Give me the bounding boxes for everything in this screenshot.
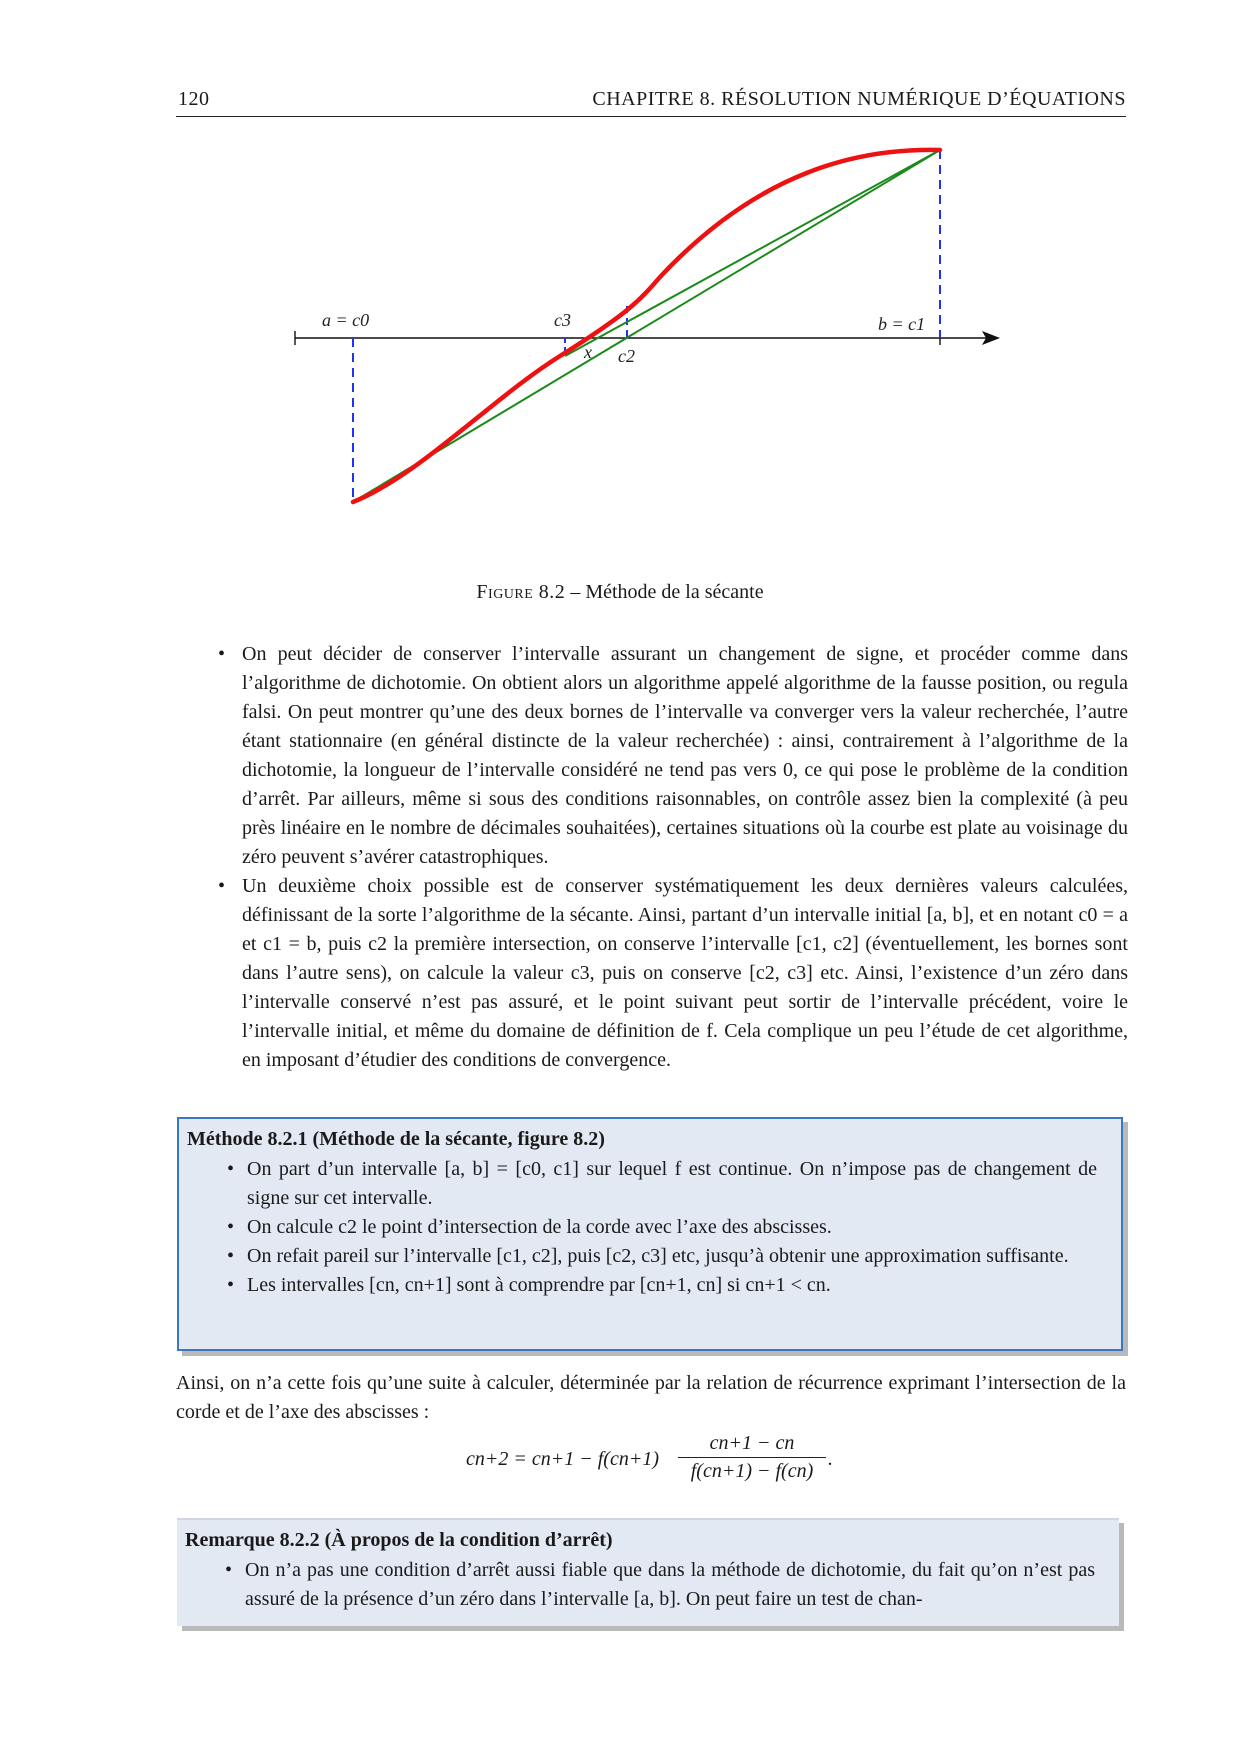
equation-fraction xyxy=(678,1432,826,1483)
label-x: x xyxy=(584,342,592,362)
recurrence-paragraph: Ainsi, on n’a cette fois qu’une suite à calculer, déterminée par la relation de récurrence exprimant l’intersection de la corde et de l’axe des abscisses : xyxy=(176,1372,1126,1423)
list-item: • On n’a pas une condition d’arrêt aussi fiable que dans la méthode de dichotomie, du fait qu’on n’est pas assuré de la présence d’un zéro dans l’intervalle [a, b]. On peut faire un test de chan- xyxy=(225,1556,1095,1614)
secant-method-figure xyxy=(0,0,1240,560)
list-item: • On peut décider de conserver l’intervalle assurant un changement de signe, et procéder comme dans l’algorithme de dichotomie. On obtient alors un algorithme appelé algorithme de la fausse position, ou regula falsi. On peut montrer qu’une des deux bornes de l’intervalle va converger vers la valeur recherchée, l’autre étant stationnaire (en général distincte de la valeur recherchée) : ainsi, contrairement à l’algorithme de la dichotomie, la longueur de l’intervalle considéré ne tend pas vers 0, ce qui pose le problème de la condition d’arrêt. Par ailleurs, même si sous des conditions raisonnables, on contrôle assez bien la complexité (à peu près linéaire en le nombre de décimales souhaitées), certaines situations où la courbe est plate au voisinage du zéro peuvent s’avérer catastrophiques. xyxy=(218,640,1128,872)
caption-text: – Méthode de la sécante xyxy=(565,581,764,603)
label-a-c0: a = c0 xyxy=(322,310,370,330)
label-c3: c3 xyxy=(554,310,571,330)
equation-denominator: f(cn+1) − f(cn) xyxy=(690,1460,814,1482)
figure-caption xyxy=(0,581,1240,604)
remark-box-title: Remarque 8.2.2 (À propos de la condition d’arrêt) xyxy=(185,1529,613,1551)
remark-box-list xyxy=(225,1556,1095,1614)
label-b-c1: b = c1 xyxy=(878,314,926,334)
list-item: • Les intervalles [cn, cn+1] sont à comprendre par [cn+1, cn] si cn+1 < cn. xyxy=(227,1271,1097,1300)
recurrence-equation xyxy=(466,1432,866,1492)
chapter-title: CHAPITRE 8. RÉSOLUTION NUMÉRIQUE D’ÉQUATIONS xyxy=(592,88,1126,110)
remark-box xyxy=(177,1518,1119,1626)
page-number: 120 xyxy=(178,88,210,110)
equation-end: . xyxy=(828,1448,833,1470)
method-box xyxy=(177,1117,1123,1351)
equation-numerator: cn+1 − cn xyxy=(678,1432,826,1458)
list-item: • On refait pareil sur l’intervalle [c1, c2], puis [c2, c3] etc, jusqu’à obtenir une approximation suffisante. xyxy=(227,1242,1097,1271)
body-bullet-list xyxy=(218,640,1128,1075)
caption-prefix: Figure 8.2 xyxy=(476,581,566,603)
list-item: • On calcule c2 le point d’intersection de la corde avec l’axe des abscisses. xyxy=(227,1213,1097,1242)
method-box-title: Méthode 8.2.1 (Méthode de la sécante, figure 8.2) xyxy=(187,1128,605,1150)
label-c2: c2 xyxy=(618,346,635,366)
equation-lhs: cn+2 = cn+1 − f(cn+1) xyxy=(466,1448,659,1470)
list-item: • Un deuxième choix possible est de conserver systématiquement les deux dernières valeurs calculées, définissant de la sorte l’algorithme de la sécante. Ainsi, partant d’un intervalle initial [a, b], et en notant c0 = a et c1 = b, puis c2 la première intersection, on conserve l’intervalle [c1, c2] (éventuellement, les bornes sont dans l’autre sens), on calcule la valeur c3, puis on conserve [c2, c3] etc. Ainsi, l’existence d’un zéro dans l’intervalle conservé n’est pas assuré, et le point suivant peut sortir de l’intervalle précédent, voire le l’intervalle initial, et même du domaine de définition de f. Cela complique un peu l’étude de cet algorithme, en imposant d’étudier des conditions de convergence. xyxy=(218,872,1128,1075)
list-item: • On part d’un intervalle [a, b] = [c0, c1] sur lequel f est continue. On n’impose pas de changement de signe sur cet intervalle. xyxy=(227,1155,1097,1213)
method-box-list xyxy=(227,1155,1097,1300)
